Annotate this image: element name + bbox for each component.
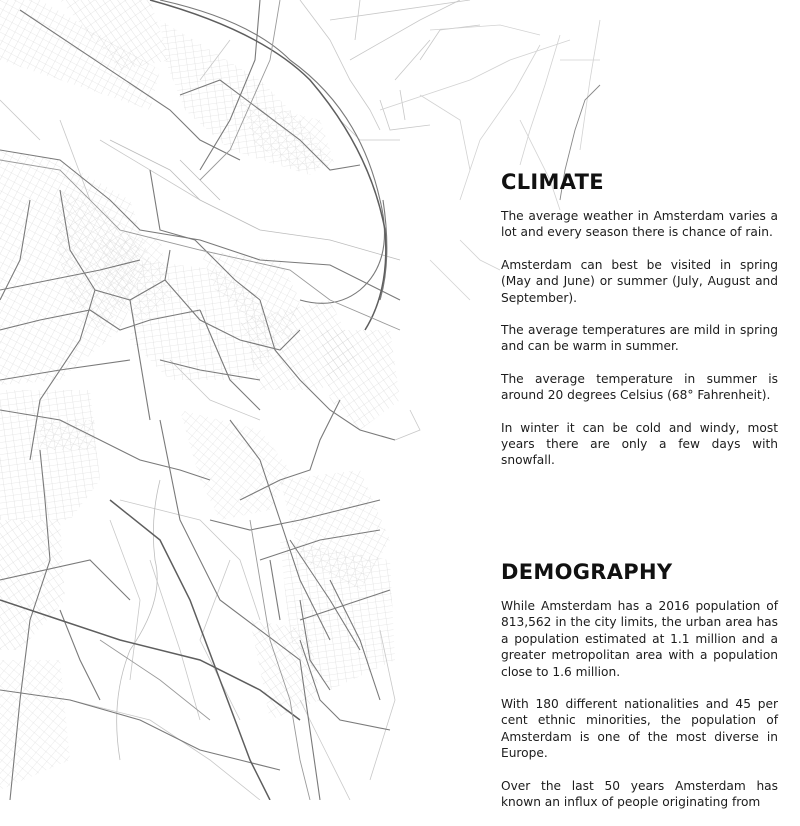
climate-paragraph: In winter it can be cold and windy, most years there are only a few days with snowfall. [501, 420, 778, 468]
climate-section [501, 168, 778, 469]
climate-paragraph: Amsterdam can best be visited in spring (May and June) or summer (July, August and September). [501, 257, 778, 305]
climate-paragraph: The average weather in Amsterdam varies a lot and every season there is chance of rain. [501, 209, 778, 240]
climate-title: CLIMATE [501, 170, 604, 194]
demography-paragraph: Over the last 50 years Amsterdam has known an influx of people originating from [501, 778, 778, 810]
climate-paragraph: The average temperature in summer is around 20 degrees Celsius (68° Fahrenheit). [501, 371, 778, 403]
neighbourhood-blocks [0, 0, 400, 790]
demography-section [501, 558, 778, 826]
demography-paragraph: While Amsterdam has a 2016 population of 813,562 in the city limits, the urban area has a population estimated at 1.1 million and a greater metropolitan area with a population close to 1.6 million. [501, 599, 778, 679]
info-panel [501, 168, 778, 810]
climate-paragraph: The average temperatures are mild in spring and can be warm in summer. [501, 323, 778, 354]
demography-title: DEMOGRAPHY [501, 560, 673, 584]
demography-paragraph: With 180 different nationalities and 45 per cent ethnic minorities, the population of Amsterdam is one of the most diverse in Europe. [501, 697, 778, 761]
